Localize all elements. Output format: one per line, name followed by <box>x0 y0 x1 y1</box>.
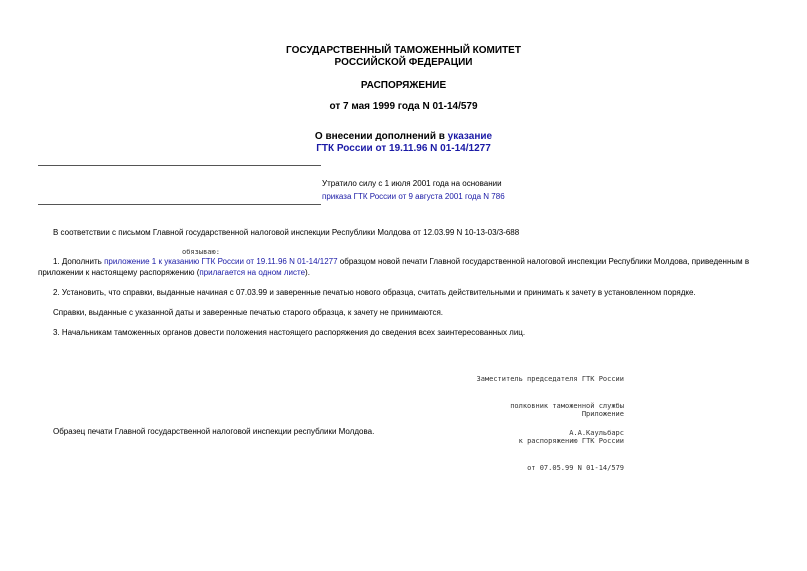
subject-link-decree-number[interactable]: ГТК России от 19.11.96 N 01-14/1277 <box>316 143 491 154</box>
signature-rank: полковник таможенной службы <box>510 402 624 410</box>
org-name-line2: РОССИЙСКОЙ ФЕДЕРАЦИИ <box>334 57 473 68</box>
paragraph-4: 3. Начальникам таможенных органов довести положения настоящего распоряжения до сведения всех заинтересованных лиц. <box>53 328 526 337</box>
status-note <box>322 177 505 203</box>
paragraph-3: Справки, выданные с указанной даты и заверенные печатью старого образца, к зачету не принимаются. <box>53 308 444 317</box>
divider-bottom <box>38 204 321 205</box>
appendix-block <box>519 392 624 491</box>
status-note-line1: Утратило силу с 1 июля 2001 года на основании <box>322 179 502 188</box>
divider-top <box>38 165 321 166</box>
subject-link-decree[interactable]: указание <box>447 131 493 142</box>
doc-subject <box>0 131 807 155</box>
paragraph-2: 2. Установить, что справки, выданные начиная с 07.03.99 и заверенные печатью нового образца, считать действительными и принимать к зачету в установленном порядке. <box>53 288 696 297</box>
signature-name: А.А.Каульбарс <box>569 429 624 437</box>
appendix-title: Приложение <box>581 410 624 418</box>
document-header <box>0 45 807 69</box>
obligation-word: обязываю: <box>182 248 220 256</box>
org-name-line1: ГОСУДАРСТВЕННЫЙ ТАМОЖЕННЫЙ КОМИТЕТ <box>286 45 521 56</box>
appendix-date: от 07.05.99 N 01-14/579 <box>527 464 624 472</box>
doc-type: РАСПОРЯЖЕНИЕ <box>360 80 447 91</box>
sample-caption: Образец печати Главной государственной налоговой инспекции республики Молдова. <box>53 427 375 436</box>
doc-date-number: от 7 мая 1999 года N 01-14/579 <box>329 101 478 112</box>
intro-paragraph <box>38 227 773 238</box>
subject-prefix: О внесении дополнений в <box>314 131 448 142</box>
status-note-link[interactable]: приказа ГТК России от 9 августа 2001 года N 786 <box>322 192 505 201</box>
appendix-ref: к распоряжению ГТК России <box>518 437 624 445</box>
intro-text: В соответствии с письмом Главной государственной налоговой инспекции Республики Молдова от 12.03.99 N 10-13-03/3-688 <box>53 228 520 237</box>
paragraph-1: 1. Дополнить приложение 1 к указанию ГТК России от 19.11.96 N 01-14/1277 образцом новой печати Главной государственной налоговой инспекции Республики Молдова, приведенным в приложении к настоящему распоряжению (прилагается на одном листе). <box>38 257 750 277</box>
appendix-link[interactable]: приложение 1 к указанию ГТК России от 19.11.96 N 01-14/1277 <box>104 257 338 266</box>
signature-title: Заместитель председателя ГТК России <box>476 375 624 383</box>
attached-sheet-link[interactable]: прилагается на одном листе <box>199 268 306 277</box>
